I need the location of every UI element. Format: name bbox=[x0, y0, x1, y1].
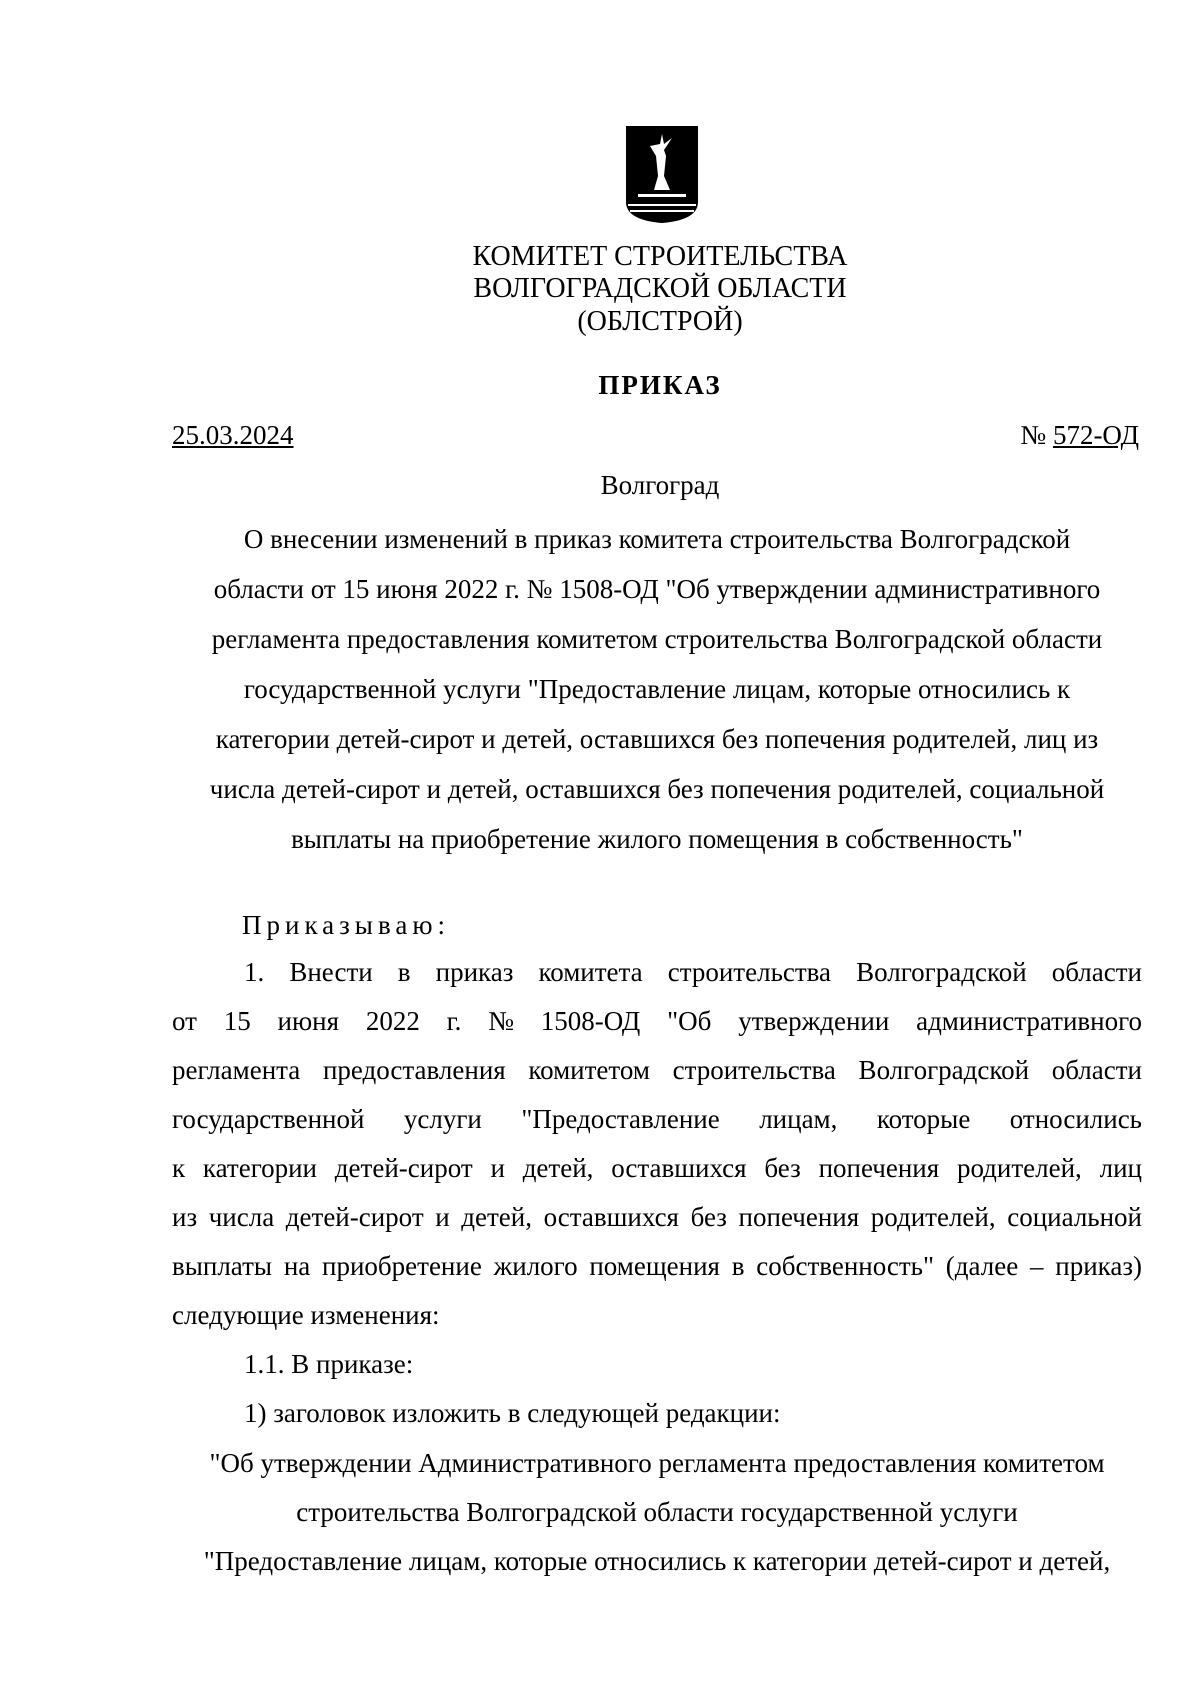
document-date: 25.03.2024 bbox=[172, 420, 294, 450]
number-prefix: № bbox=[1020, 420, 1053, 450]
subject-line: О внесении изменений в приказ комитета строительства Волгоградской bbox=[243, 524, 1071, 554]
paragraph-line: регламента предоставления комитетом строительства Волгоградской области bbox=[172, 1055, 1142, 1085]
subject-line: числа детей-сирот и детей, оставшихся без попечения родителей, социальной bbox=[209, 774, 1105, 804]
quote-line: строительства Волгоградской области государственной услуги bbox=[296, 1497, 1018, 1527]
subject-line: выплаты на приобретение жилого помещения в собственность" bbox=[291, 824, 1023, 854]
org-name-line-3: (ОБЛСТРОЙ) bbox=[577, 306, 743, 337]
quote-line: "Предоставление лицам, которые относились к категории детей-сирот и детей, bbox=[203, 1546, 1111, 1576]
document-number bbox=[1020, 420, 1139, 451]
paragraph-line: выплаты на приобретение жилого помещения в собственность" (далее – приказ) bbox=[172, 1251, 1142, 1281]
paragraph-line: к категории детей-сирот и детей, оставшихся без попечения родителей, лиц bbox=[172, 1153, 1142, 1183]
coat-of-arms-emblem bbox=[624, 124, 700, 224]
paragraph-line: от 15 июня 2022 г. № 1508-ОД "Об утверждении административного bbox=[172, 1006, 1142, 1036]
paragraph-line: государственной услуги "Предоставление лицам, которые относились bbox=[172, 1104, 1142, 1134]
order-word: Приказываю: bbox=[242, 910, 450, 940]
paragraph-line: из числа детей-сирот и детей, оставшихся без попечения родителей, социальной bbox=[172, 1202, 1142, 1232]
document-type-title: ПРИКАЗ bbox=[598, 370, 722, 400]
document-subject bbox=[172, 514, 1142, 864]
paragraph-line: следующие изменения: bbox=[172, 1300, 440, 1330]
subject-line: категории детей-сирот и детей, оставшихся без попечения родителей, лиц из bbox=[215, 724, 1099, 754]
item-1: 1) заголовок изложить в следующей редакции: bbox=[244, 1398, 781, 1428]
org-name-line-2: ВОЛГОГРАДСКОЙ ОБЛАСТИ bbox=[473, 273, 847, 304]
number-value: 572-ОД bbox=[1052, 420, 1139, 450]
subject-line: государственной услуги "Предоставление лицам, которые относились к bbox=[243, 674, 1071, 704]
org-name-line-1: КОМИТЕТ СТРОИТЕЛЬСТВА bbox=[472, 241, 848, 272]
subject-line: регламента предоставления комитетом строительства Волгоградской области bbox=[211, 624, 1103, 654]
quote-line: "Об утверждении Административного регламента предоставления комитетом bbox=[209, 1448, 1105, 1478]
subject-line: области от 15 июня 2022 г. № 1508-ОД "Об утверждении административного bbox=[213, 574, 1101, 604]
document-city: Волгоград bbox=[600, 470, 720, 500]
subclause-1-1: 1.1. В приказе: bbox=[244, 1349, 414, 1379]
paragraph-line: 1. Внести в приказ комитета строительства Волгоградской области bbox=[244, 957, 1142, 987]
